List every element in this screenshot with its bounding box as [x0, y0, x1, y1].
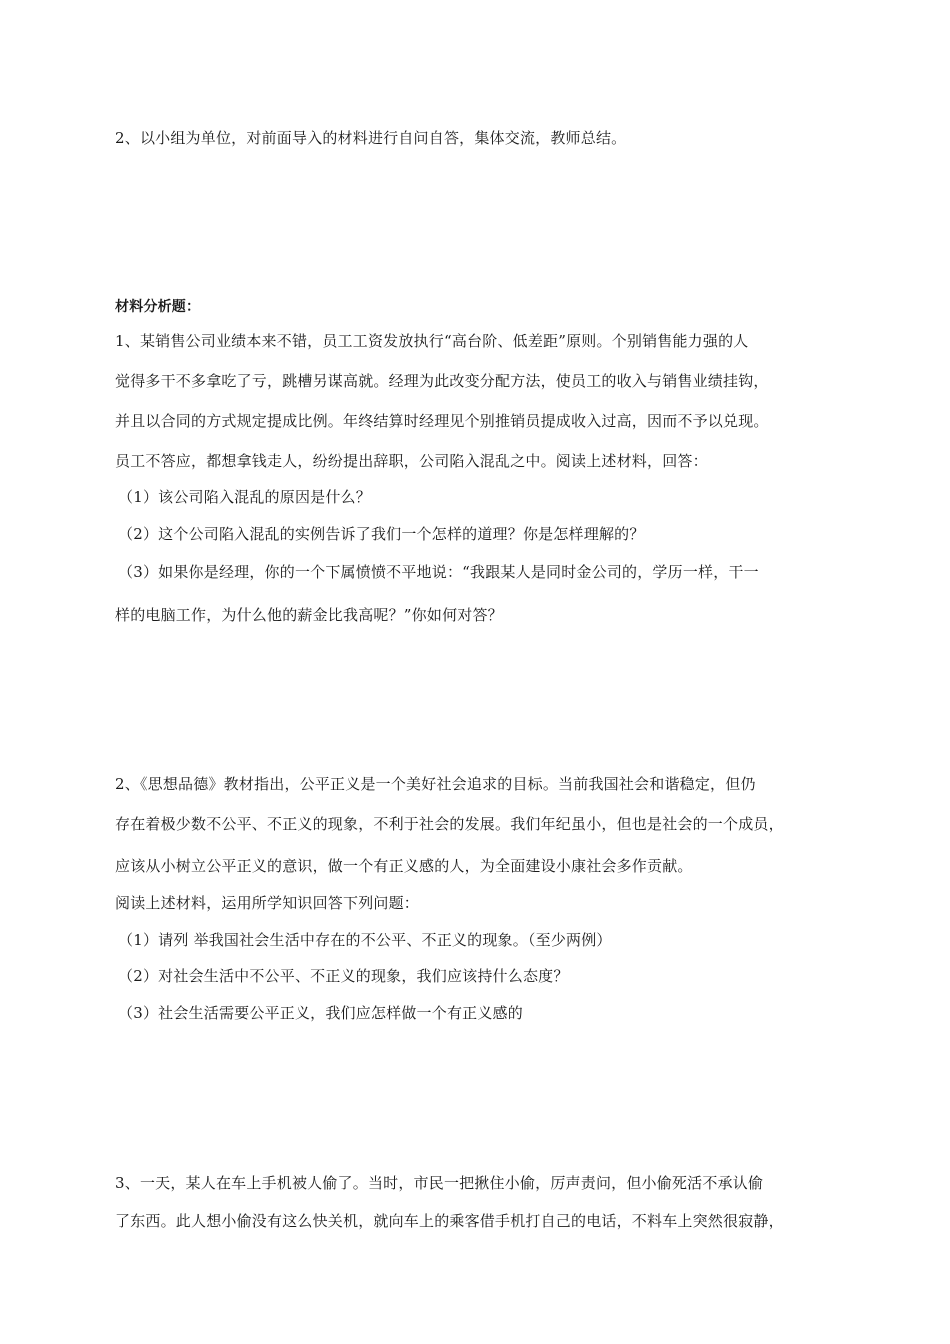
q1-line-3: 并且以合同的方式规定提成比例。年终结算时经理见个别推销员提成收入过高，因而不予以兑现。	[115, 412, 769, 430]
q1-line-2: 觉得多干不多拿吃了亏，跳槽另谋高就。经理为此改变分配方法，使员工的收入与销售业绩挂钩，	[115, 372, 769, 390]
q1-sub-3: （3）如果你是经理，你的一个下属愤愤不平地说：“我跟某人是同时金公司的，学历一样，干一	[118, 563, 759, 581]
section-heading: 材料分析题：	[115, 299, 201, 315]
q2-line-4: 阅读上述材料，运用所学知识回答下列问题：	[115, 894, 420, 912]
intro-step-2: 2、以小组为单位，对前面导入的材料进行自问自答，集体交流，教师总结。	[115, 129, 627, 147]
q1-sub-3-cont: 样的电脑工作，为什么他的薪金比我高呢？”你如何对答？	[115, 606, 503, 624]
q1-line-4: 员工不答应，都想拿钱走人，纷纷提出辞职，公司陷入混乱之中。阅读上述材料，回答：	[115, 452, 708, 470]
q1-line-1: 1、某销售公司业绩本来不错，员工工资发放执行“高台阶、低差距”原则。个别销售能力强的人	[115, 332, 749, 350]
q2-sub-3: （3）社会生活需要公平正义，我们应怎样做一个有正义感的	[118, 1004, 523, 1022]
q2-line-3: 应该从小树立公平正义的意识，做一个有正义感的人，为全面建设小康社会多作贡献。	[115, 857, 693, 875]
q2-sub-1: （1）请列 举我国社会生活中存在的不公平、不正义的现象。（至少两例）	[118, 931, 612, 949]
q2-sub-2: （2）对社会生活中不公平、不正义的现象，我们应该持什么态度？	[118, 967, 569, 985]
q3-line-2: 了东西。此人想小偷没有这么快关机，就向车上的乘客借手机打自己的电话，不料车上突然很寂静，	[115, 1212, 784, 1230]
q2-line-2: 存在着极少数不公平、不正义的现象，不利于社会的发展。我们年纪虽小，但也是社会的一个成员，	[115, 815, 784, 833]
q1-sub-1: （1）该公司陷入混乱的原因是什么？	[118, 488, 371, 506]
q3-line-1: 3、一天，某人在车上手机被人偷了。当时，市民一把揪住小偷，厉声责问，但小偷死活不承认偷	[115, 1174, 764, 1192]
q1-sub-2: （2）这个公司陷入混乱的实例告诉了我们一个怎样的道理？你是怎样理解的？	[118, 525, 645, 543]
q2-line-1: 2、《思想品德》教材指出，公平正义是一个美好社会追求的目标。当前我国社会和谐稳定，但仍	[115, 775, 756, 793]
